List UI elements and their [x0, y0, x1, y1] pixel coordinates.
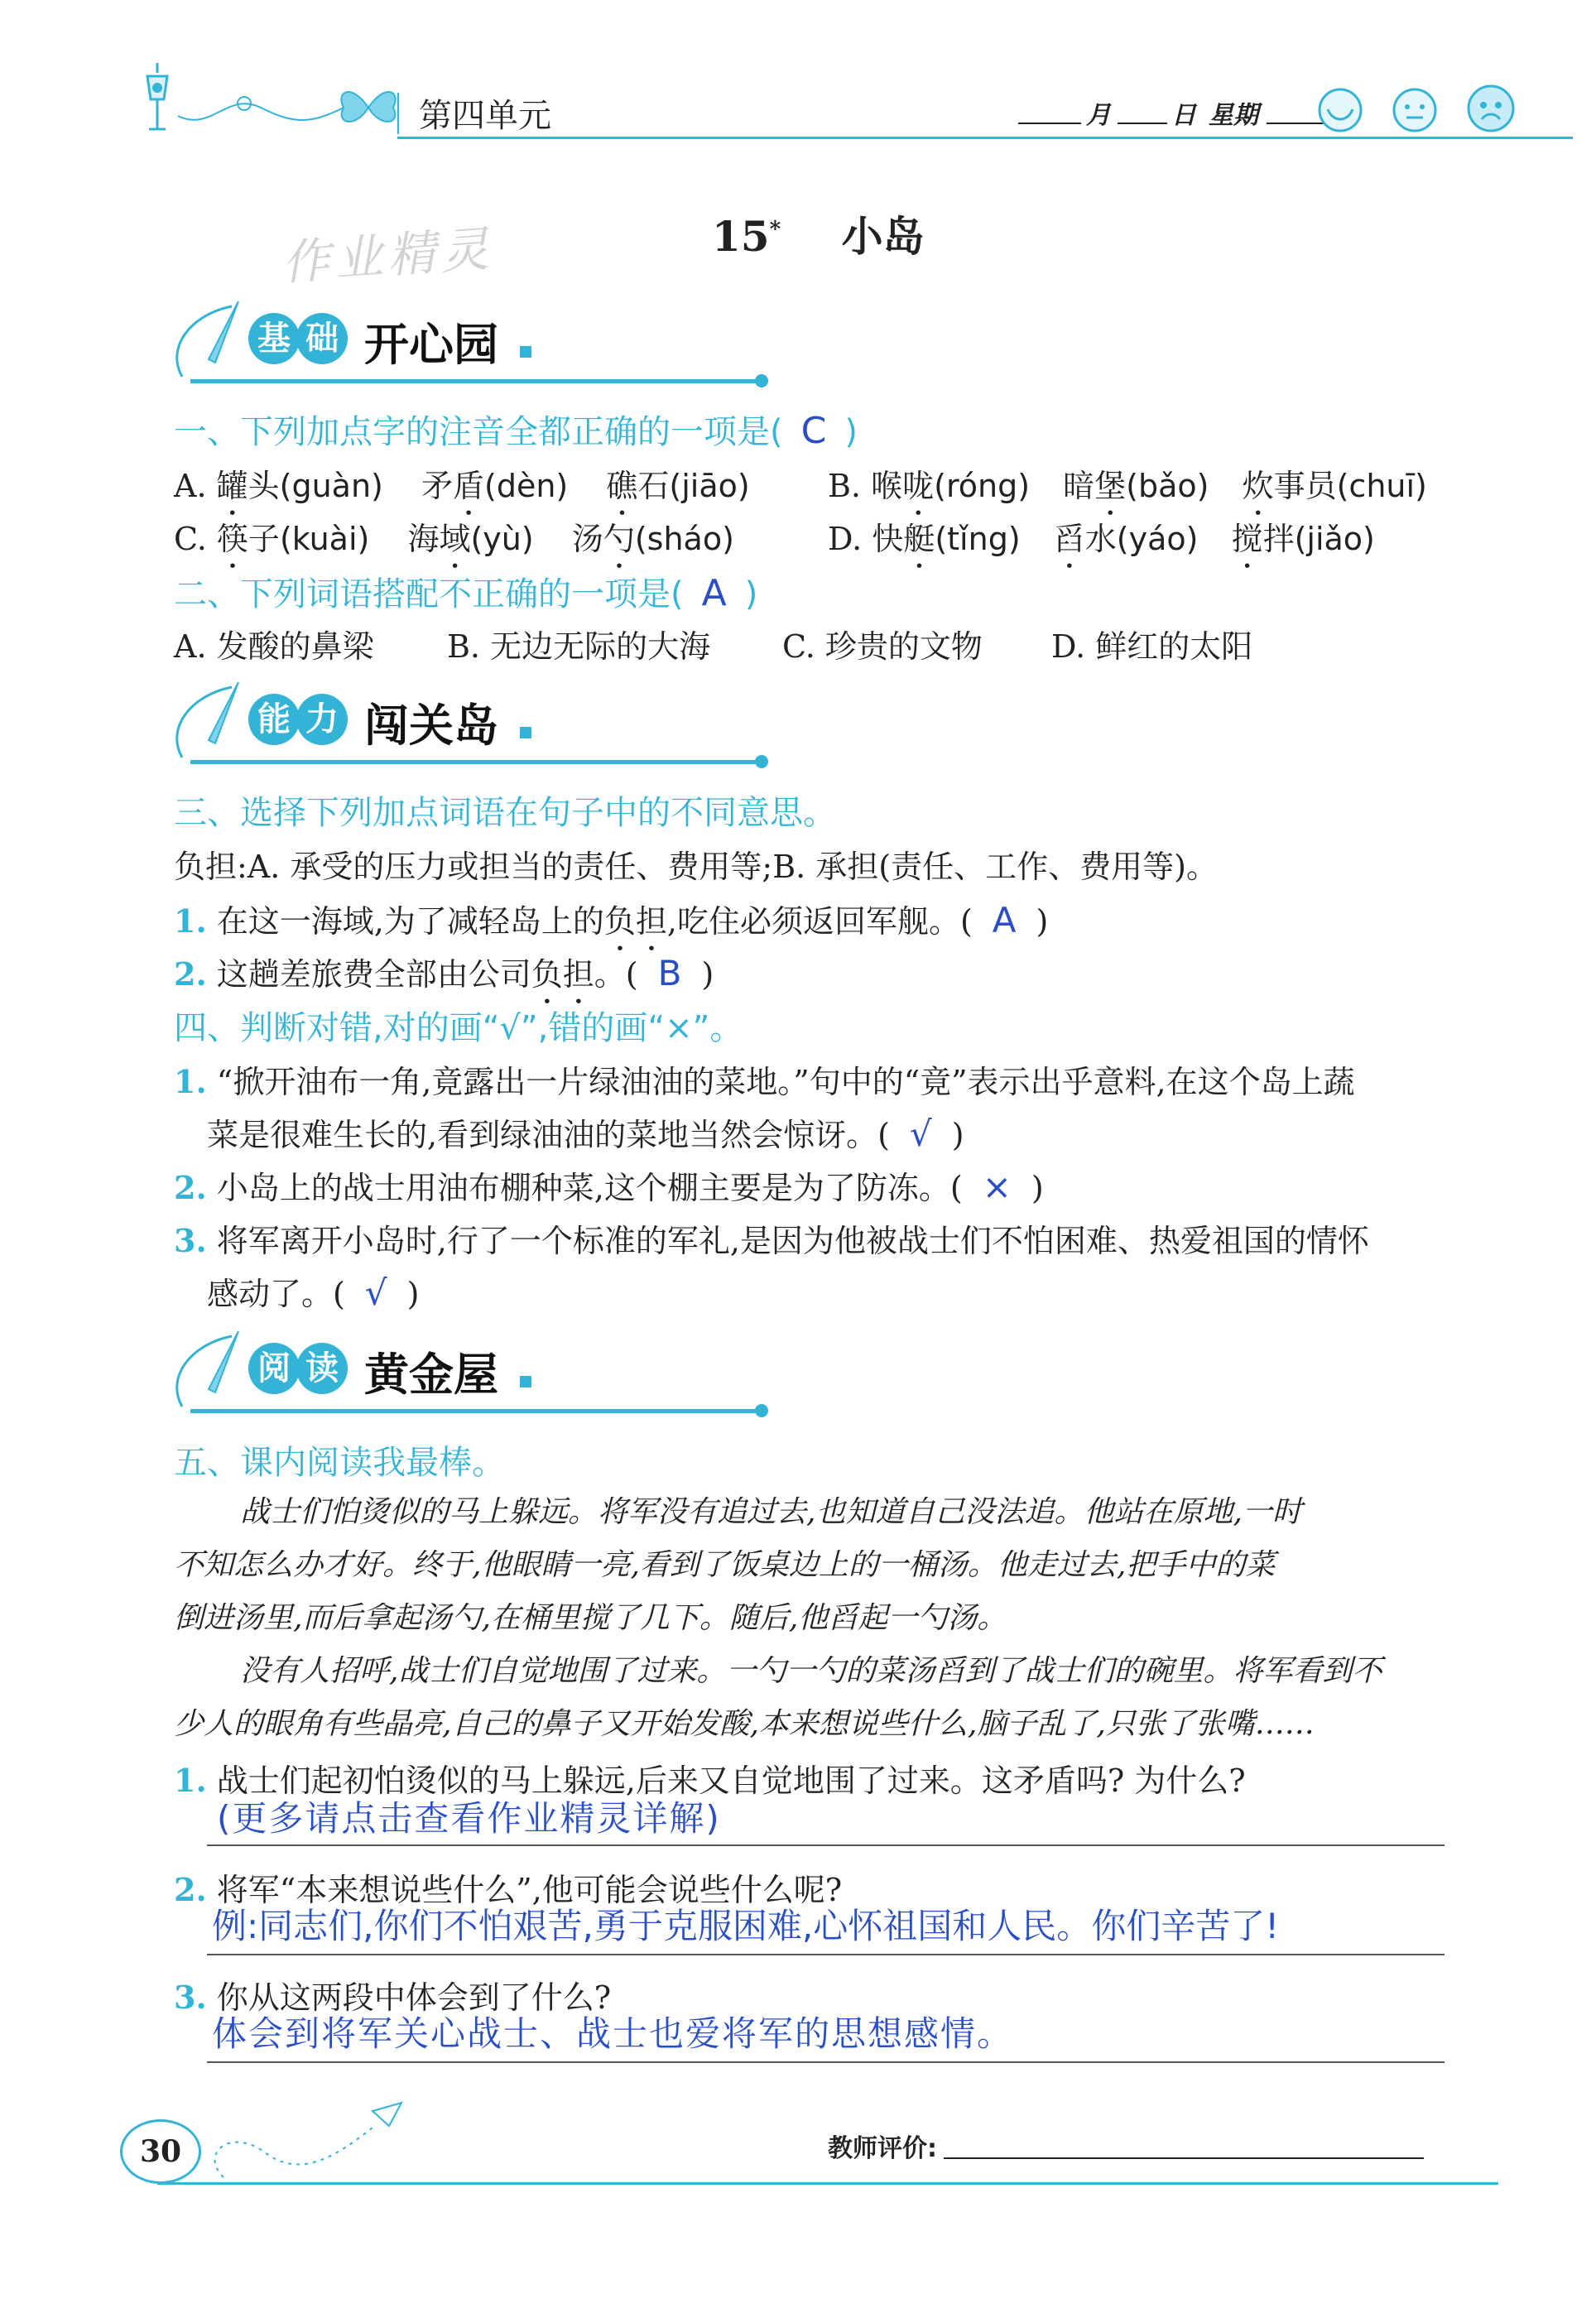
- q2-option-d: D. 鲜红的太阳: [1051, 628, 1253, 665]
- q4-answer-3: √: [364, 1272, 387, 1313]
- sad-face-icon[interactable]: [1465, 83, 1517, 134]
- lesson-star: *: [769, 217, 781, 243]
- q3-item-1: 1. 在这一海域,为了减轻岛上的负担,吃住必须返回军舰。( A ): [174, 900, 1049, 940]
- day-blank[interactable]: [1118, 123, 1167, 124]
- option-b1: 喉咙(róng): [871, 468, 1031, 504]
- badge-char-1: 基: [248, 313, 300, 364]
- q1-row1: A. 罐头(guàn) 矛盾(dèn) 礁石(jiāo): [174, 468, 750, 504]
- q4-answer-2: ×: [982, 1166, 1012, 1207]
- header: [0, 0, 1596, 157]
- q3-item-2: 2. 这趟差旅费全部由公司负担。( B ): [174, 953, 714, 993]
- section-reading-header: [166, 1328, 762, 1419]
- answer-line: [207, 1844, 1445, 1846]
- footer-rule: [157, 2182, 1498, 2185]
- q2-answer: A: [701, 572, 727, 614]
- lamp-icon: [132, 60, 182, 134]
- butterfly-icon: [335, 83, 401, 132]
- brush-icon: [166, 298, 257, 389]
- option-a2: 矛盾(dèn): [421, 468, 569, 504]
- q4-item-1-cont: 菜是很难生长的,看到绿油油的菜地当然会惊讶。( √ ): [207, 1113, 964, 1154]
- month-label: 月: [1086, 101, 1111, 130]
- q3-answer-1: A: [992, 900, 1017, 940]
- dotted-flight-decoration: [199, 2078, 414, 2194]
- q4-item-3-cont: 感动了。( √ ): [207, 1272, 420, 1313]
- unit-label: 第四单元: [419, 97, 551, 135]
- header-rule: [397, 137, 1573, 139]
- option-c2: 海域(yù): [407, 521, 534, 557]
- q5-question-2: 2. 将军“本来想说些什么”,他可能会说些什么呢?: [174, 1871, 843, 1908]
- passage-line: 倒进汤里,而后拿起汤勺,在桶里搅了几下。随后,他舀起一勺汤。: [174, 1601, 1007, 1635]
- day-label: 日: [1171, 101, 1196, 130]
- option-d3: 搅拌(jiǎo): [1231, 521, 1375, 557]
- page-number-badge: [120, 2119, 201, 2184]
- brush-icon: [166, 679, 257, 770]
- q4-answer-1: √: [909, 1113, 932, 1154]
- q1-row2-d: D. 快艇(tǐng) 舀水(yáo) 搅拌(jiǎo): [828, 521, 1375, 557]
- section-title: 黄金屋: [364, 1348, 498, 1401]
- brush-icon: [166, 1328, 257, 1419]
- q1-answer: C: [800, 410, 827, 452]
- dotted-word: 负担: [531, 956, 594, 993]
- badge-char-1: 能: [248, 694, 300, 745]
- badge-char-2: 础: [296, 313, 348, 364]
- dotted-word: 负担: [603, 903, 667, 940]
- page-number: 30: [139, 2134, 182, 2169]
- lesson-title: [712, 204, 925, 263]
- weekday-label: 星期: [1209, 101, 1258, 130]
- q2-option-a: A. 发酸的鼻梁: [174, 628, 374, 665]
- passage-line: 不知怎么办才好。终于,他眼睛一亮,看到了饭桌边上的一桶汤。他走过去,把手中的菜: [174, 1548, 1276, 1582]
- q5-prompt: 五、课内阅读我最棒。: [174, 1444, 505, 1482]
- q3-prompt: 三、选择下列加点词语在句子中的不同意思。: [174, 794, 836, 832]
- neutral-face-icon[interactable]: [1391, 86, 1439, 134]
- teacher-eval-label: 教师评价:: [828, 2134, 937, 2163]
- lesson-name: 小岛: [841, 212, 925, 261]
- happy-face-icon[interactable]: [1316, 86, 1364, 134]
- lesson-number: 15: [712, 212, 770, 261]
- watermark: 作业精灵: [280, 220, 496, 291]
- q5-answer-2: 例:同志们,你们不怕艰苦,勇于克服困难,心怀祖国和人民。你们辛苦了!: [212, 1906, 1280, 1946]
- answer-line: [207, 1954, 1445, 1955]
- q3-definition: 负担:A. 承受的压力或担当的责任、费用等;B. 承担(责任、工作、费用等)。: [174, 849, 1218, 885]
- badge-char-2: 力: [296, 694, 348, 745]
- option-b3: 炊事员(chuī): [1242, 468, 1427, 504]
- swirl-decoration: [178, 83, 344, 132]
- section-title: 开心园: [364, 318, 498, 371]
- badge-char-2: 读: [296, 1343, 348, 1394]
- option-c3: 汤勺(sháo): [571, 521, 734, 557]
- q4-item-3: 3. 将军离开小岛时,行了一个标准的军礼,是因为他被战士们不怕困难、热爱祖国的情怀: [174, 1222, 1369, 1259]
- q5-answer-3: 体会到将军关心战士、战士也爱将军的思想感情。: [212, 2013, 1014, 2054]
- q1-row1-b: B. 喉咙(róng) 暗堡(bǎo) 炊事员(chuī): [828, 468, 1427, 504]
- q2-prompt: 二、下列词语搭配不正确的一项是( A ): [174, 572, 758, 614]
- option-b2: 暗堡(bǎo): [1063, 468, 1209, 504]
- option-a1: 罐头(guàn): [216, 468, 383, 504]
- q5-question-1: 1. 战士们起初怕烫似的马上躲远,后来又自觉地围了过来。这矛盾吗? 为什么?: [174, 1762, 1246, 1799]
- q4-item-1: 1. “掀开油布一角,竟露出一片绿油油的菜地。”句中的“竟”表示出乎意料,在这个岛上蔬: [174, 1063, 1355, 1100]
- q3-answer-2: B: [657, 953, 682, 993]
- q2-option-c: C. 珍贵的文物: [782, 628, 983, 665]
- section-basic-header: [166, 298, 762, 389]
- q4-prompt: 四、判断对错,对的画“√”,错的画“×”。: [174, 1009, 743, 1047]
- section-title: 闯关岛: [364, 699, 498, 752]
- teacher-eval-field[interactable]: [944, 2157, 1424, 2159]
- q5-answer-1: (更多请点击查看作业精灵详解): [217, 1798, 721, 1839]
- month-blank[interactable]: [1018, 123, 1081, 124]
- answer-line: [207, 2061, 1445, 2063]
- passage-line: 没有人招呼,战士们自觉地围了过来。一勺一勺的菜汤舀到了战士们的碗里。将军看到不: [240, 1654, 1382, 1688]
- q1-prompt: 一、下列加点字的注音全都正确的一项是( C ): [174, 410, 858, 452]
- option-d2: 舀水(yáo): [1053, 521, 1199, 557]
- passage-line: 战士们怕烫似的马上躲远。将军没有追过去,也知道自己没法追。他站在原地,一时: [240, 1495, 1302, 1529]
- passage-line: 少人的眼角有些晶亮,自己的鼻子又开始发酸,本来想说些什么,脑子乱了,只张了张嘴……: [174, 1707, 1315, 1741]
- option-a3: 礁石(jiāo): [606, 468, 750, 504]
- option-d1: 快艇(tǐng): [872, 521, 1021, 557]
- reading-passage: [174, 1486, 1449, 1751]
- q2-option-b: B. 无边无际的大海: [447, 628, 711, 665]
- q5-question-3: 3. 你从这两段中体会到了什么?: [174, 1979, 612, 2016]
- q1-row2: C. 筷子(kuài) 海域(yù) 汤勺(sháo): [174, 521, 734, 557]
- badge-char-1: 阅: [248, 1343, 300, 1394]
- section-ability-header: [166, 679, 762, 770]
- q4-item-2: 2. 小岛上的战士用油布棚种菜,这个棚主要是为了防冻。( × ): [174, 1166, 1044, 1207]
- option-c1: 筷子(kuài): [216, 521, 370, 557]
